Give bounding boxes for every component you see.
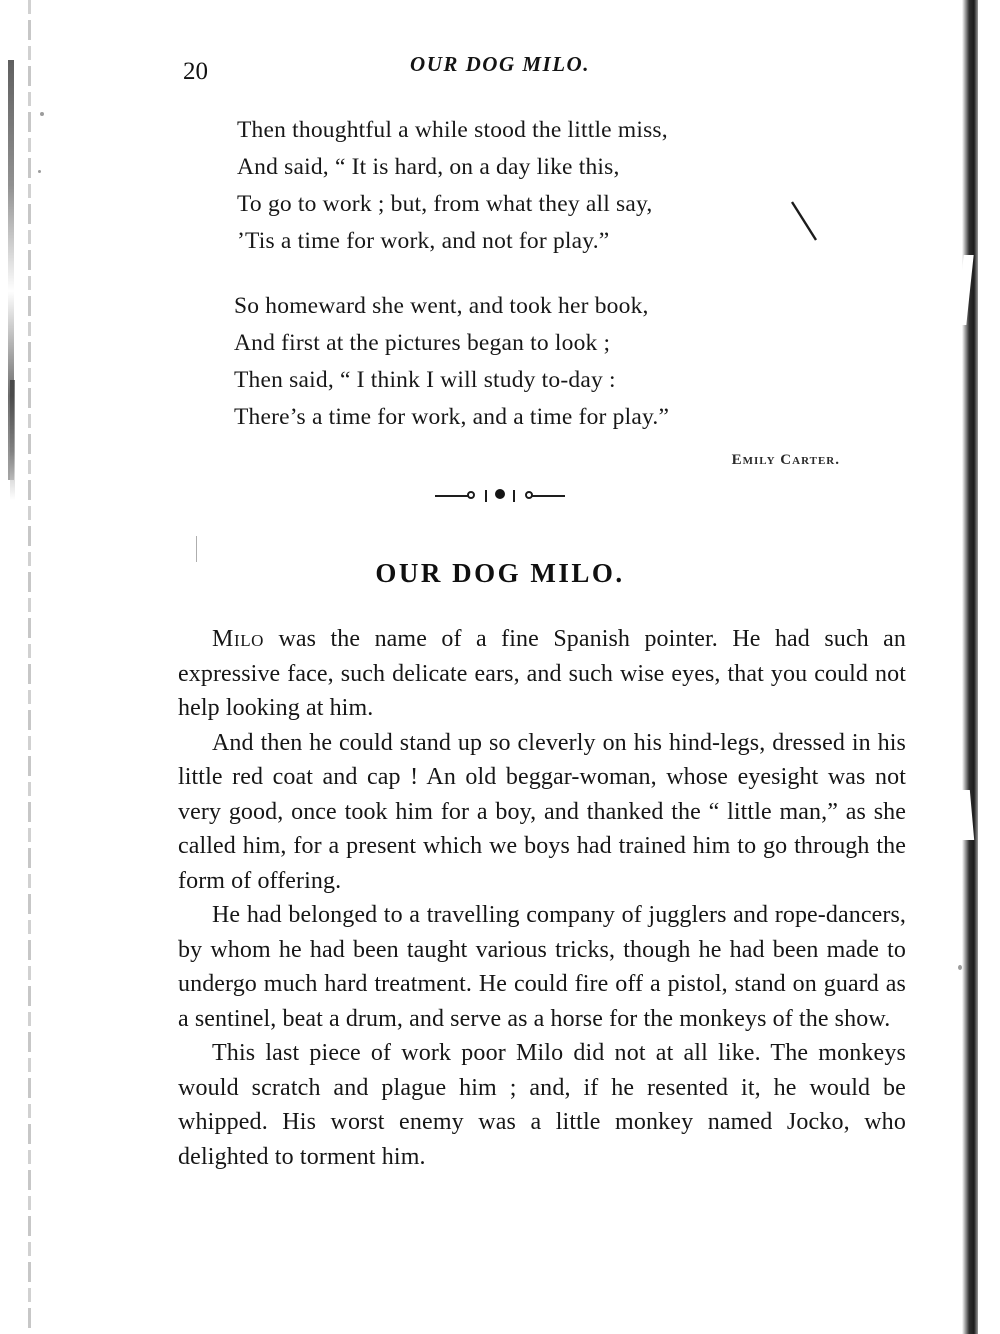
page-edge-margin-right <box>992 0 996 1334</box>
page-number: 20 <box>183 58 208 85</box>
poem-stanza <box>234 288 877 436</box>
prose-body <box>178 622 906 1174</box>
paragraph <box>178 622 906 726</box>
scan-speck <box>38 170 41 173</box>
paragraph: He had belonged to a travelling company of jugglers and rope-dancers, by whom he had been taught various tricks, though he had been made to undergo much hard treatment. He could fire off a pistol, stand on guard as a sentinel, beat a drum, and serve as a horse for the monkeys of the show. <box>178 902 906 1032</box>
paragraph: And then he could stand up so cleverly on his hind-legs, dressed in his little red coat and cap ! An old beggar-woman, whose eyesight was not very good, once took him for a boy, and thanked the “ little man,” as she called him, for a present which we boys had trained him to go through the form of offering. <box>178 729 906 894</box>
poem-line: So homeward she went, and took her book, <box>234 293 649 319</box>
scan-speck <box>958 965 962 970</box>
poem-line: Then thoughtful a while stood the little miss, <box>237 117 668 143</box>
poem-stanza <box>237 112 877 260</box>
poem-body <box>234 112 877 464</box>
scan-speck <box>40 112 44 116</box>
paragraph: This last piece of work poor Milo did not at all like. The monkeys would scratch and plague him ; and, if he resented it, he would be whipped. His worst enemy was a little monkey named Jocko, who delighted to torment him. <box>178 1040 906 1170</box>
running-head: OUR DOG MILO. <box>410 52 590 76</box>
poem-line: Then said, “ I think I will study to-day : <box>234 367 616 393</box>
section-divider-ornament <box>0 489 1000 503</box>
poem-line: And first at the pictures began to look ; <box>234 330 611 356</box>
page-edge-artifact-left <box>28 0 31 1334</box>
poem-line: ’Tis a time for work, and not for play.” <box>237 228 610 254</box>
poem-line: To go to work ; but, from what they all say, <box>237 191 653 217</box>
paragraph-text: was the name of a fine Spanish pointer. He had such an expressive face, such delicate ears, and such wise eyes, that you could not help looking at him. <box>178 626 906 721</box>
ink-stroke-artifact <box>790 200 830 246</box>
poem-line: And said, “ It is hard, on a day like this, <box>237 154 620 180</box>
paragraph-lead-smallcaps: Milo <box>212 626 265 652</box>
page-edge-artifact-left-dark-2 <box>10 380 15 500</box>
poem-attribution: Emily Carter. <box>731 452 840 468</box>
page-edge-artifact-right <box>962 0 978 1334</box>
poem-line: There’s a time for work, and a time for play.” <box>234 404 670 430</box>
section-title: OUR DOG MILO. <box>375 558 625 588</box>
